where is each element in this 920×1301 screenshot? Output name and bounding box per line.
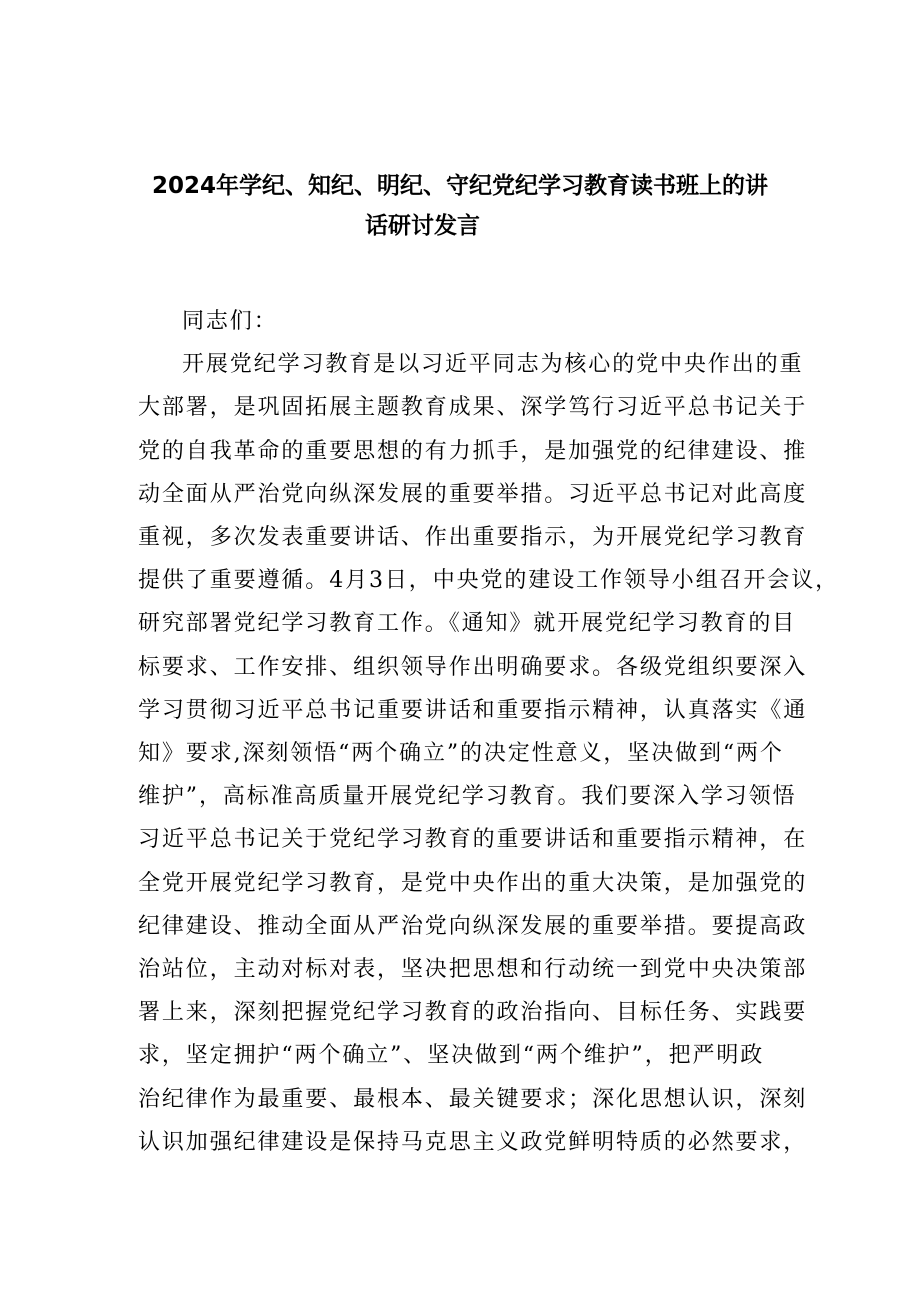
paragraph-line: 开展党纪学习教育是以习近平同志为核心的党中央作出的重 — [182, 352, 804, 378]
paragraph-line: 全党开展党纪学习教育，是党中央作出的重大决策，是加强党的 — [138, 870, 808, 896]
paragraph-line: 学习贯彻习近平总书记重要讲话和重要指示精神，认真落实《通 — [138, 697, 808, 723]
paragraph-line: 知》要求,深刻领悟“两个确立”的决定性意义，坚决做到“两个 — [138, 741, 784, 767]
paragraph-line: 习近平总书记关于党纪学习教育的重要讲话和重要指示精神，在 — [138, 827, 808, 853]
paragraph-line: 标要求、工作安排、组织领导作出明确要求。各级党组织要深入 — [138, 654, 808, 680]
paragraph-line: 提供了重要遵循。4月3日，中央党的建设工作领导小组召开会议， — [138, 568, 839, 594]
title-line: 话研讨发言 — [365, 213, 480, 239]
title-line: 2024年学纪、知纪、明纪、守纪党纪学习教育读书班上的讲 — [151, 173, 768, 199]
body-paragraph — [138, 343, 839, 1164]
paragraph-line: 认识加强纪律建设是保持马克思主义政党鲜明特质的必然要求， — [138, 1129, 808, 1155]
paragraph-line: 求，坚定拥护“两个确立”、坚决做到“两个维护”，把严明政 — [138, 1043, 765, 1069]
document-body — [138, 300, 839, 1164]
paragraph-line: 党的自我革命的重要思想的有力抓手，是加强党的纪律建设、推 — [138, 438, 808, 464]
paragraph-line: 动全面从严治党向纵深发展的重要举措。习近平总书记对此高度 — [138, 481, 808, 507]
paragraph-line: 重视，多次发表重要讲话、作出重要指示，为开展党纪学习教育 — [138, 525, 808, 551]
paragraph-line: 大部署，是巩固拓展主题教育成果、深学笃行习近平总书记关于 — [138, 395, 808, 421]
paragraph-line: 治纪律作为最重要、最根本、最关键要求；深化思想认识，深刻 — [138, 1086, 808, 1112]
salutation: 同志们： — [182, 309, 278, 334]
paragraph-line: 署上来，深刻把握党纪学习教育的政治指向、目标任务、实践要 — [138, 1000, 808, 1026]
paragraph-line: 纪律建设、推动全面从严治党向纵深发展的重要举措。要提高政 — [138, 913, 808, 939]
paragraph-line: 治站位，主动对标对表，坚决把思想和行动统一到党中央决策部 — [138, 957, 808, 983]
document-title — [110, 166, 810, 246]
paragraph-line: 维护”，高标准高质量开展党纪学习教育。我们要深入学习领悟 — [138, 784, 797, 810]
paragraph-line: 研究部署党纪学习教育工作。《通知》就开展党纪学习教育的目 — [138, 611, 797, 637]
